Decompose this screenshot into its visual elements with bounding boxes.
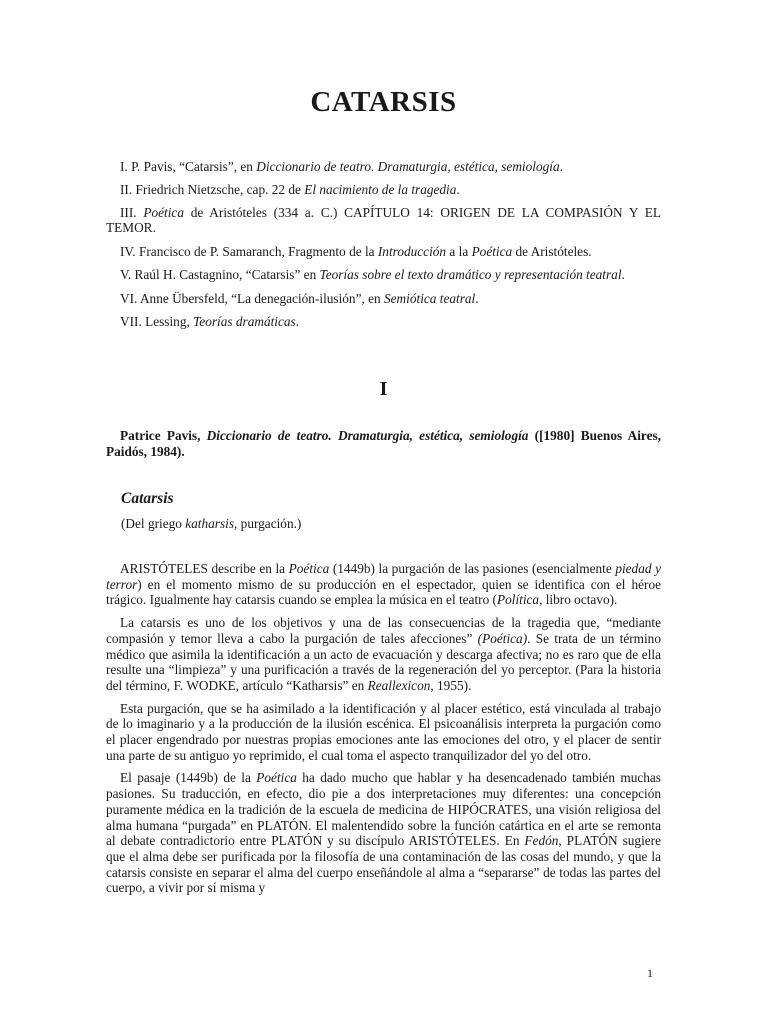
source-citation: Patrice Pavis, Diccionario de teatro. Dramaturgia, estética, semiología ([1980] Buenos Aires, Paidós, 1984). (106, 428, 661, 459)
toc-item: II. Friedrich Nietzsche, cap. 22 de El nacimiento de la tragedia. (120, 182, 460, 197)
toc-item: VI. Anne Übersfeld, “La denegación-ilusión”, en Semiótica teatral. (120, 291, 479, 306)
paragraph: El pasaje (1449b) de la Poética ha dado mucho que hablar y ha desencadenado también muchas pasiones. Su traducción, en efecto, dio pie a dos interpretaciones muy diferentes: una concepción puramente médica en la tradición de la escuela de medicina de HIPÓCRATES, una visión religiosa del alma humana “purgada” en PLATÓN. El malentendido sobre la función catártica en el arte se remonta al debate contradictorio entre PLATÓN y su discípulo ARISTÓTELES. En Fedón, PLATÓN sugiere que el alma debe ser purificada por la filosofía de una contaminación de las cosas del mundo, y que la catarsis consiste en separar el alma del cuerpo enseñándole al alma a “separarse” de todas las partes del cuerpo, a vivir por sí misma y (106, 770, 662, 896)
paragraph: ARISTÓTELES describe en la Poética (1449b) la purgación de las pasiones (esencialmente piedad y terror) en el momento mismo de su producción en el espectador, quien se identifica con el héroe trágico. Igualmente hay catarsis cuando se emplea la música en el teatro (Política, libro octavo). (106, 561, 661, 608)
table-of-contents (106, 159, 661, 337)
paragraph: La catarsis es uno de los objetivos y una de las consecuencias de la tragedia que, “mediante compasión y temor lleva a cabo la purgación de tales afecciones” (Poética). Se trata de un término médico que asimila la identificación a un acto de evacuación y descarga afectiva; no es raro que de ella resulte una “limpieza” y una purificación a través de la regeneración del yo perceptor. (Para la historia del término, F. WODKE, artículo “Katharsis” en Reallexicon, 1955). (106, 615, 661, 693)
entry-etymology: (Del griego katharsis, purgación.) (121, 516, 302, 531)
entry-heading: Catarsis (121, 490, 174, 507)
page-number: 1 (647, 966, 653, 980)
body-text (106, 561, 661, 903)
toc-item: VII. Lessing, Teorías dramáticas. (120, 314, 300, 329)
toc-item: I. P. Pavis, “Catarsis”, en Diccionario de teatro. Dramaturgia, estética, semiología. (120, 159, 563, 174)
toc-item: IV. Francisco de P. Samaranch, Fragmento de la Introducción a la Poética de Aristóteles. (120, 244, 592, 259)
page-title: CATARSIS (310, 86, 457, 118)
paragraph: Esta purgación, que se ha asimilado a la identificación y al placer estético, está vinculada al trabajo de lo imaginario y a la producción de la ilusión escénica. El psicoanálisis interpreta la purgación como el placer engendrado por nuestras propias emociones ante las emociones del otro, y el placer de sentir una parte de su antiguo yo reprimido, el cual toma el aspecto tranquilizador del yo del otro. (106, 700, 661, 763)
toc-item: V. Raúl H. Castagnino, “Catarsis” en Teorías sobre el texto dramático y representación teatral. (120, 267, 625, 282)
toc-item: III. Poética de Aristóteles (334 a. C.) CAPÍTULO 14: ORIGEN DE LA COMPASIÓN Y EL TEMOR. (106, 205, 661, 235)
section-number: I (379, 378, 388, 400)
